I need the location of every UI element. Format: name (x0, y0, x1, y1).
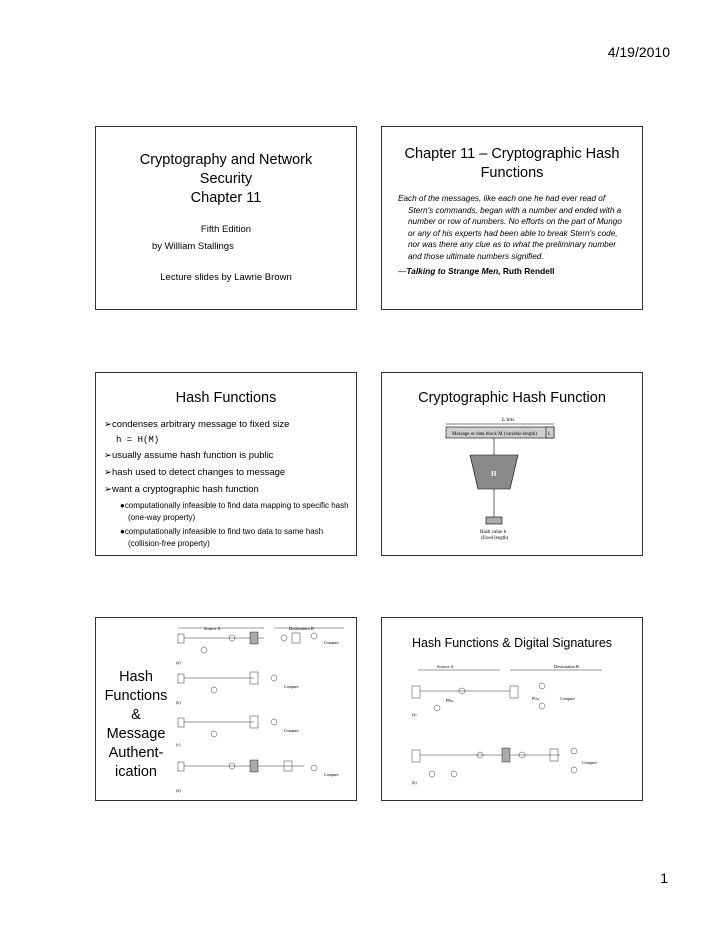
svg-text:(a): (a) (176, 660, 181, 665)
svg-text:Compare: Compare (582, 760, 597, 765)
attribution-title: Talking to Strange Men, (406, 266, 501, 276)
bullet-item: ➢hash used to detect changes to message (104, 467, 286, 478)
slide-heading: Hash Functions (175, 390, 277, 406)
slide-title-heading (96, 151, 356, 208)
svg-text:Compare: Compare (324, 772, 339, 777)
end-label: L (548, 432, 552, 437)
title-line: Hash (119, 669, 153, 685)
quote-attribution (396, 266, 628, 278)
slide-hash-message-authentication (95, 617, 357, 801)
slide-heading: Cryptographic Hash Function (418, 390, 606, 406)
title-line: Message (106, 726, 166, 742)
title-line: ication (115, 764, 157, 780)
slide-heading (382, 145, 642, 183)
slide-hash-digital-signatures (381, 617, 643, 801)
svg-text:Compare: Compare (284, 684, 299, 689)
slide-title (95, 126, 357, 310)
message-authentication-diagram (174, 618, 354, 801)
bullet-item: ➢usually assume hash function is public (104, 450, 274, 461)
hash-value-label: Hash value h (480, 530, 507, 535)
hash-value-block (486, 517, 502, 524)
svg-text:Source A: Source A (204, 626, 221, 631)
title-line: Functions & (104, 688, 168, 723)
bullet-item: ➢want a cryptographic hash function (104, 484, 259, 495)
author: by William Stallings (152, 241, 234, 252)
slide-crypto-hash-function (381, 372, 643, 556)
svg-text:Compare: Compare (560, 696, 575, 701)
chapter-quote: Each of the messages, like each one he had ever read of Stern's commands, began with a number and ended with a number or row of numbers. No efforts on the part of Mungo or any of his experts had been able to break Stern's code, nor was there any clue as to what the preliminary number and those ultimate numbers signified. (398, 194, 622, 261)
title-line: Functions (480, 165, 544, 181)
slide-heading: Hash Functions & Digital Signatures (411, 636, 613, 650)
width-label: L bits (502, 417, 515, 423)
attribution-author: Ruth Rendell (502, 266, 555, 276)
svg-text:Destination B: Destination B (289, 626, 314, 631)
slide-hash-functions (95, 372, 357, 556)
svg-text:(d): (d) (176, 788, 181, 793)
edition: Fifth Edition (200, 224, 252, 235)
svg-text:Destination B: Destination B (554, 664, 579, 669)
attribution-dash: — (398, 266, 407, 276)
svg-text:(b): (b) (176, 700, 181, 705)
svg-text:Source A: Source A (437, 664, 454, 669)
message-block-label: Message or data block M (variable length) (452, 432, 537, 437)
title-line: Security (199, 171, 253, 187)
title-line: Cryptography and Network (139, 152, 313, 168)
svg-text:(b): (b) (412, 780, 417, 785)
page-number: 1 (660, 870, 668, 886)
hash-value-length: (fixed length) (481, 536, 509, 541)
hash-formula: h = H(M) (116, 435, 160, 445)
svg-text:(a): (a) (412, 712, 417, 717)
title-line: Chapter 11 – Cryptographic Hash (404, 146, 620, 162)
hash-function-diagram (382, 413, 642, 553)
title-line: Chapter 11 (190, 190, 262, 206)
bullet-item: ➢condenses arbitrary message to fixed size (104, 419, 290, 430)
svg-text:(c): (c) (176, 742, 181, 747)
svg-text:PUa: PUa (532, 696, 539, 701)
slide-chapter-intro (381, 126, 643, 310)
sub-bullet-item: ●computationally infeasible to find two data to same hash (collision-free property) (120, 527, 324, 548)
svg-text:PRa: PRa (446, 698, 453, 703)
svg-text:Compare: Compare (284, 728, 299, 733)
lecture-credit: Lecture slides by Lawrie Brown (160, 272, 292, 283)
digital-signature-diagram (382, 658, 642, 798)
svg-text:Compare: Compare (324, 640, 339, 645)
hash-label: H (491, 470, 497, 478)
slide-heading (100, 668, 172, 782)
page-date: 4/19/2010 (607, 44, 670, 60)
title-line: Authent- (108, 745, 164, 761)
sub-bullet-item: ●computationally infeasible to find data mapping to specific hash (one-way property) (120, 501, 349, 522)
